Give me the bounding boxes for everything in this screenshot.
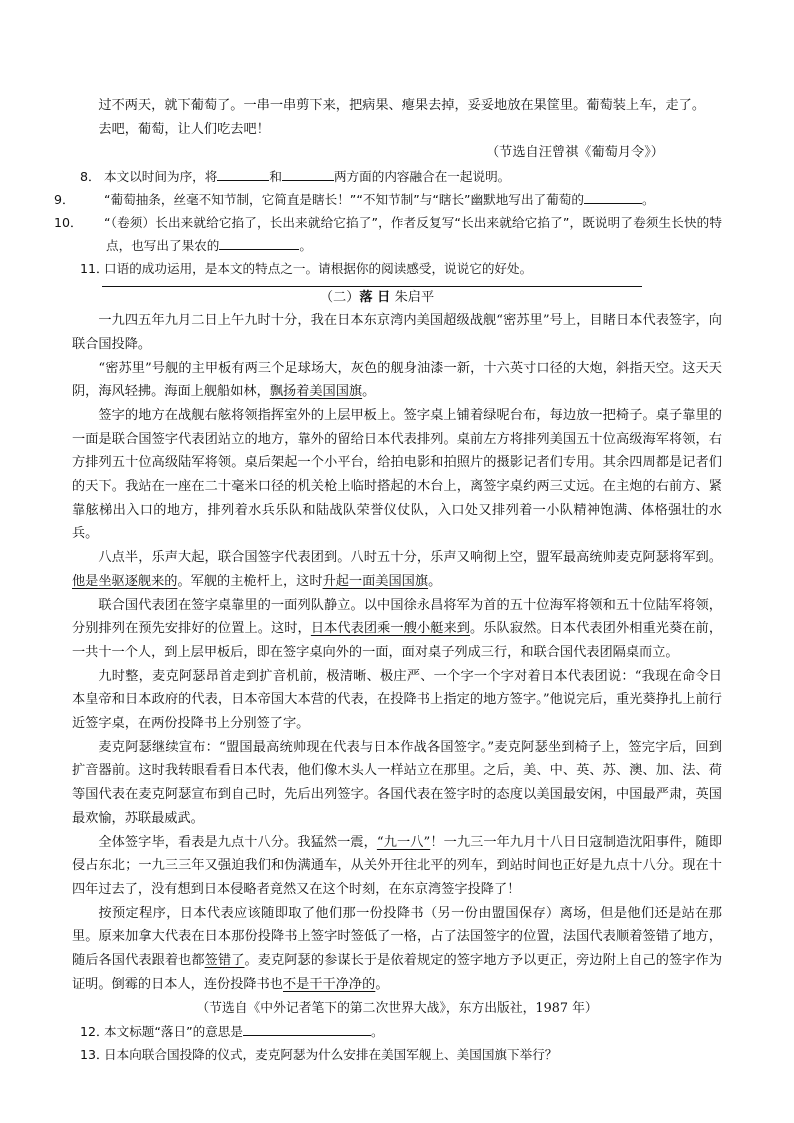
answer-blank[interactable] [243,1021,371,1036]
paragraph: 九时整，麦克阿瑟昂首走到扩音机前，极清晰、极庄严、一个字一个字对着日本代表团说：“我现在命令日本皇帝和日本政府的代表，日本帝国大本营的代表，在投降书上指定的地方签字。”他说完后，重光葵挣扎上前行近签字桌，在两份投降书上分别签了字。 [72,668,722,732]
underlined-phrase: “九一八” [376,834,431,850]
question-12: 12．本文标题“落日”的意思是 。 [72,1020,722,1043]
underlined-phrase: 他是坐驱逐舰来的 [72,573,178,589]
section-title: （二）落 日 朱启平 [319,290,435,306]
question-13: 13．日本向联合国投降的仪式，麦克阿瑟为什么安排在美国军舰上、美国国旗下举行？ [80,1046,558,1062]
underlined-phrase: 飘扬着美国国旗 [269,384,363,400]
paragraph: 麦克阿瑟继续宣布：“盟国最高统帅现在代表与日本作战各国签字。”麦克阿瑟坐到椅子上，签完字后，回到扩音器前。这时我转眼看看日本代表，他们像木头人一样站立在那里。之后，美、中、英、苏、澳、加、法、荷等国代表在麦克阿瑟宣布到自己时，先后出列签字。各国代表在签字时的态度以美国最安闲，中国最严肃，英国最欢愉，苏联最威武。 [72,739,722,826]
question-10: 10． “（卷须）长出来就给它掐了，长出来就给它掐了”，作者反复写“长出来就给它掐了”，既说明了卷须生长快的特点，也写出了果农的 。 [54,215,722,254]
underlined-phrase: 签错了 [204,953,245,969]
paragraph: “密苏里”号舰的主甲板有两三个足球场大，灰色的舰身油漆一新，十六英寸口径的大炮，斜指天空。这天天阴，海风轻拂。海面上舰船如林，飘扬着美国国旗。 [72,360,722,400]
source-citation: （节选自汪曾祺《葡萄月令》） [485,145,664,161]
answer-blank[interactable] [584,189,642,204]
paragraph: 过不两天，就下葡萄了。一串一串剪下来，把病果、瘪果去掉，妥妥地放在果筐里。葡萄装上车，走了。 [98,98,706,113]
underlined-phrase: 日本代表团乘一艘小艇来到 [310,621,471,637]
paragraph: 按预定程序，日本代表应该随即取了他们那一份投降书（另一份由盟国保存）离场，但是他们还是站在那里。原来加拿大代表在日本那份投降书上签字时签低了一格，占了法国签字的位置，法国代表顺着签错了地方，随后各国代表跟着也都签错了。麦克阿瑟的参谋长于是依着规定的签字地方予以更正，旁边附上自己的签字作为证明。倒霉的日本人，连份投降书也不是干干净净的。 [72,905,723,992]
paragraph: 联合国代表团在签字桌靠里的一面列队静立。以中国徐永昌将军为首的五十位海军将领和五十位陆军将领，分别排列在预先安排好的位置上。这时，日本代表团乘一艘小艇来到。乐队寂然。日本代表团外相重光葵在前，一共十一个人，到上层甲板后，即在签字桌向外的一面，面对桌子列成三行，和联合国代表团隔桌而立。 [72,597,723,660]
paragraph: 全体签字毕，看表是九点十八分。我猛然一震，“九一八”！一九三一年九月十八日日寇制造沈阳事件，随即侵占东北；一九三三年又强迫我们和伪满通车，从关外开往北平的列车，到站时间也正好是九点十八分。现在十四年过去了，没有想到日本侵略者竟然又在这个时刻，在东京湾签字投降了！ [72,834,723,897]
paragraph: 一九四五年九月二日上午九时十分，我在日本东京湾内美国超级战舰“密苏里”号上，目睹日本代表签字，向联合国投降。 [72,313,722,352]
paragraph: 去吧，葡萄，让人们吃去吧！ [98,121,270,137]
question-9: 9． “葡萄抽条，丝毫不知节制，它简直是瞎长！”“不知节制”与“瞎长”幽默地写出了葡萄的 。 [72,188,722,211]
paragraph: 签字的地方在战舰右舷将领指挥室外的上层甲板上。签字桌上铺着绿呢台布，每边放一把椅子。桌子靠里的一面是联合国签字代表团站立的地方，靠外的留给日本代表排列。桌前左方将排列美国五十位高级海军将领，右方排列五十位高级陆军将领。桌后架起一个小平台，给拍电影和拍照片的摄影记者们专用。其余四周都是记者们的天下。我站在一座在二十毫米口径的机关枪上临时搭起的木台上，离签字桌约两三丈远。在主炮的右前方、紧靠舷梯出入口的地方，排列着水兵乐队和陆战队荣誉仪仗队，入口处又排列着一小队精神饱满、体格强壮的水兵。 [72,407,722,542]
question-11: 11．口语的成功运用，是本文的特点之一。请根据你的阅读感受，说说它的好处。 [80,261,533,277]
underlined-phrase: 不是干干净净的 [283,976,376,992]
answer-blank[interactable] [217,166,269,181]
source-citation: （节选自《中外记者笔下的第二次世界大战》，东方出版社，1987 年） [196,1000,598,1016]
underlined-phrase: 升起一面美国国旗 [322,573,429,589]
answer-blank[interactable] [219,235,299,250]
paragraph: 八点半，乐声大起，联合国签字代表团到。八时五十分，乐声又响彻上空，盟军最高统帅麦克阿瑟将军到。他是坐驱逐舰来的。军舰的主桅杆上，这时升起一面美国国旗。 [72,550,722,589]
document-page [54,94,723,1066]
question-8: 8． 本文以时间为序，将 和 两方面的内容融合在一起说明。 [72,165,722,188]
answer-blank[interactable] [282,166,334,181]
